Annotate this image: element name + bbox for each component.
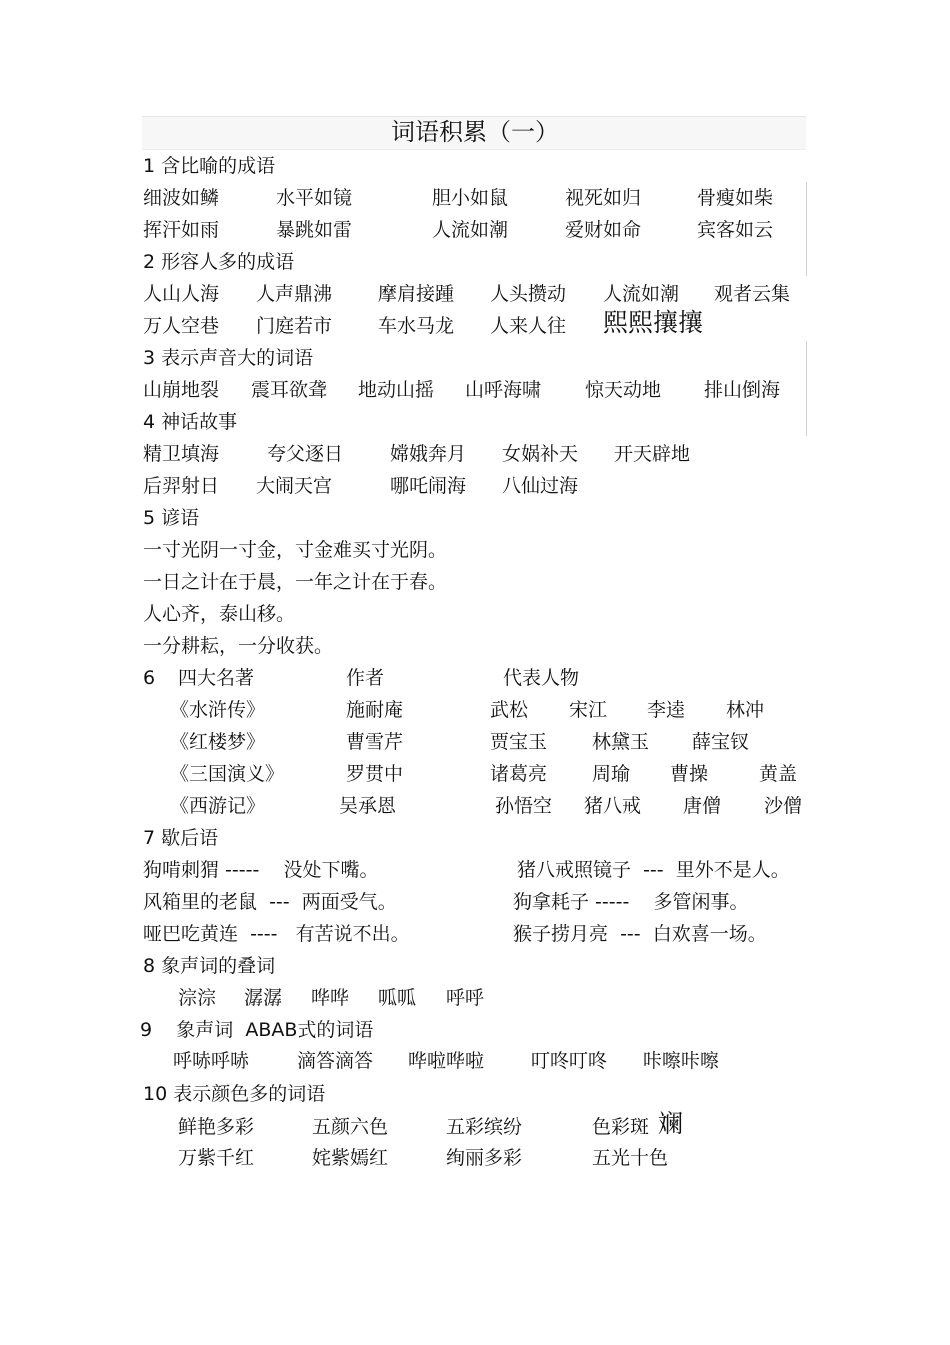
book-title: 《水浒传》 [170,699,266,721]
word: 潺潺 [244,987,283,1009]
word: 叮咚叮咚 [531,1050,608,1072]
word: 人流如潮 [432,219,509,241]
proverb-line: 一寸光阴一寸金，寸金难买寸光阴。 [143,539,448,561]
word: 胆小如鼠 [432,187,509,209]
character: 沙僧 [764,795,803,817]
word: 呼哧呼哧 [173,1050,250,1072]
xiehouyu: 狗啃刺猬 ----- 没处下嘴。 [143,859,379,881]
character: 唐僧 [683,795,722,817]
word-tail-char: 斓 [658,1109,684,1138]
word: 山崩地裂 [143,379,220,401]
character: 武松 [490,699,529,721]
section-heading: 8 象声词的叠词 [143,955,276,977]
word: 哗啦哗啦 [408,1050,485,1072]
word: 呼呼 [446,987,485,1009]
page-title: 词语积累（一） [391,118,559,146]
word: 姹紫嫣红 [312,1147,389,1169]
character: 周瑜 [592,763,631,785]
word: 水平如镜 [276,187,353,209]
column-header-characters: 代表人物 [503,667,580,689]
word: 呱呱 [378,987,417,1009]
word: 夸父逐日 [267,443,344,465]
character: 林黛玉 [592,731,650,753]
word: 山呼海啸 [465,379,542,401]
word: 人头攒动 [490,283,567,305]
section-heading: 10 表示颜色多的词语 [143,1083,326,1105]
proverb-line: 人心齐，泰山移。 [143,603,296,625]
author: 罗贯中 [346,763,404,785]
word: 熙熙攘攘 [603,308,704,337]
word: 观者云集 [714,283,791,305]
xiehouyu: 风箱里的老鼠 --- 两面受气。 [143,891,397,913]
word: 嫦娥奔月 [390,443,467,465]
column-header-book: 四大名著 [178,667,255,689]
book-title: 《西游记》 [170,795,266,817]
xiehouyu: 猴子捞月亮 --- 白欢喜一场。 [513,923,767,945]
xiehouyu: 哑巴吃黄连 ---- 有苦说不出。 [143,923,410,945]
character: 黄盖 [759,763,798,785]
section-heading: 5 谚语 [143,507,200,529]
proverb-line: 一日之计在于晨，一年之计在于春。 [143,571,448,593]
xiehouyu: 猪八戒照镜子 --- 里外不是人。 [517,859,790,881]
word: 震耳欲聋 [251,379,328,401]
word: 人声鼎沸 [256,283,333,305]
word: 大闹天宫 [256,475,333,497]
author: 施耐庵 [346,699,404,721]
character: 薛宝钗 [692,731,750,753]
character: 贾宝玉 [490,731,548,753]
word: 暴跳如雷 [276,219,353,241]
word: 精卫填海 [143,443,220,465]
xiehouyu: 狗拿耗子 ----- 多管闲事。 [513,891,749,913]
word: 万紫千红 [178,1147,255,1169]
word: 挥汗如雨 [143,219,220,241]
word: 五光十色 [592,1147,669,1169]
column-header-author: 作者 [346,667,385,689]
word: 哗哗 [311,987,350,1009]
proverb-line: 一分耕耘，一分收获。 [143,635,334,657]
character: 孙悟空 [495,795,553,817]
word: 惊天动地 [585,379,662,401]
word: 绚丽多彩 [446,1147,523,1169]
word: 细波如鳞 [143,187,220,209]
character: 李逵 [647,699,686,721]
word: 门庭若市 [256,315,333,337]
word: 人来人往 [490,315,567,337]
section-heading: 1 含比喻的成语 [143,155,276,177]
author: 曹雪芹 [346,731,404,753]
word: 车水马龙 [378,315,455,337]
section-heading: 9 象声词 ABAB式的词语 [140,1019,374,1041]
word: 后羿射日 [143,475,220,497]
character: 猪八戒 [584,795,642,817]
character: 林冲 [726,699,765,721]
word: 鲜艳多彩 [178,1116,255,1138]
word: 视死如归 [565,187,642,209]
section-heading: 2 形容人多的成语 [143,251,295,273]
word: 万人空巷 [143,315,220,337]
book-title: 《三国演义》 [170,763,285,785]
character: 诸葛亮 [490,763,548,785]
word: 五颜六色 [312,1116,389,1138]
word: 骨瘦如柴 [697,187,774,209]
word: 人山人海 [143,283,220,305]
word: 宾客如云 [697,219,774,241]
word: 色彩斑 [592,1116,650,1138]
word: 爱财如命 [565,219,642,241]
word: 咔嚓咔嚓 [643,1050,720,1072]
word: 女娲补天 [502,443,579,465]
margin-line [806,182,807,276]
word: 哪吒闹海 [390,475,467,497]
character: 曹操 [670,763,709,785]
word: 五彩缤纷 [446,1116,523,1138]
section-heading: 3 表示声音大的词语 [143,347,314,369]
word: 地动山摇 [358,379,435,401]
word: 八仙过海 [502,475,579,497]
word: 滴答滴答 [297,1050,374,1072]
word: 淙淙 [178,987,217,1009]
section-heading: 4 神话故事 [143,411,238,433]
book-title: 《红楼梦》 [170,731,266,753]
author: 吴承恩 [339,795,397,817]
word: 摩肩接踵 [378,283,455,305]
word: 开天辟地 [614,443,691,465]
margin-line [806,341,807,436]
section-heading: 7 歇后语 [143,827,219,849]
character: 宋江 [569,699,608,721]
word: 排山倒海 [704,379,781,401]
word: 人流如潮 [603,283,680,305]
section-number: 6 [143,667,156,689]
